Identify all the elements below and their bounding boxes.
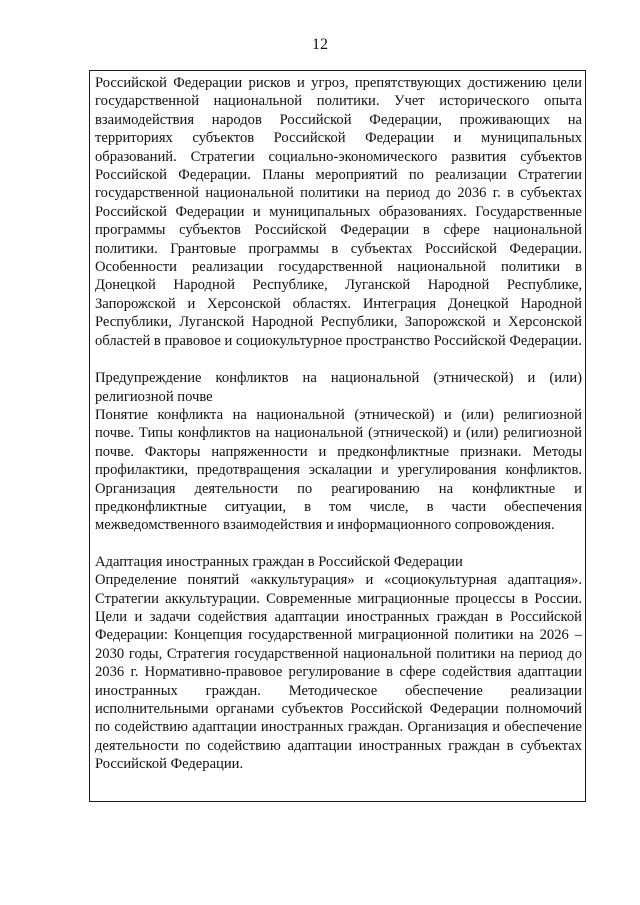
section-migrant-adaptation [95,553,582,774]
section-spacer [95,535,582,553]
section-body: Понятие конфликта на национальной (этнической) и (или) религиозной почве. Типы конфликтов на национальной (этнической) и (или) религиозной почве. Факторы напряженности и предконфликтные признаки. Методы профилактики, предотвращения эскалации и урегулирования конфликтов. Организация деятельности по реагированию на конфликтные и предконфликтные ситуации, в том числе, в части обеспечения межведомственного взаимодействия и информационного сопровождения. [95,406,582,534]
document-body [95,74,582,774]
section-conflict-prevention [95,369,582,535]
section-regional-policy [95,74,582,350]
section-title: Адаптация иностранных граждан в Российской Федерации [95,553,463,570]
section-spacer [95,350,582,369]
section-body: Российской Федерации рисков и угроз, препятствующих достижению цели государственной национальной политики. Учет исторического опыта взаимодействия народов Российской Федерации, проживающих на территориях субъектов Российской Федерации и муниципальных образований. Стратегии социально-экономического развития субъектов Российской Федерации. Планы мероприятий по реализации Стратегии государственной национальной политики на период до 2036 г. в субъектах Российской Федерации и муниципальных образованиях. Государственные программы субъектов Российской Федерации в сфере национальной политики. Грантовые программы в субъектах Российской Федерации. Особенности реализации государственной национальной политики в Донецкой Народной Республике, Луганской Народной Республике, Запорожской и Херсонской областях. Интеграция Донецкой Народной Республики, Луганской Народной Республики, Запорожской и Херсонской областей в правовое и социокультурное пространство Российской Федерации. [95,75,582,349]
section-title: Предупреждение конфликтов на национальной (этнической) и (или) религиозной почве [95,370,582,405]
page-number: 12 [312,36,328,53]
section-body: Определение понятий «аккультурация» и «социокультурная адаптация». Стратегии аккультурации. Современные миграционные процессы в России. Цели и задачи содействия адаптации иностранных граждан в Российской Федерации: Концепция государственной миграционной политики на 2026 – 2030 годы, Стратегия государственной национальной политики на период до 2036 г. Нормативно-правовое регулирование в сфере содействия адаптации иностранных граждан. Методическое обеспечение реализации исполнительными органами субъектов Российской Федерации полномочий по содействию адаптации иностранных граждан. Организация и обеспечение деятельности по содействию адаптации иностранных граждан в субъектах Российской Федерации. [95,572,582,773]
